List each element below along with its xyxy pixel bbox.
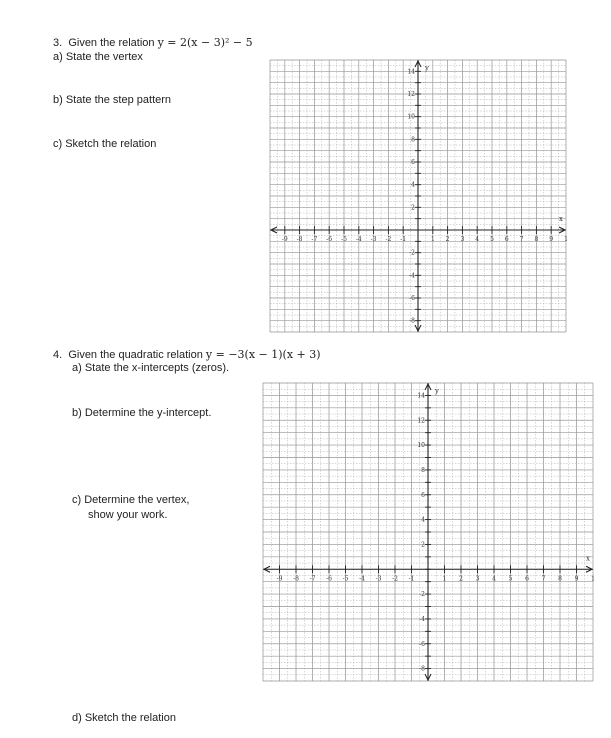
x-tick-label: 2	[459, 575, 463, 583]
x-tick-label: 5	[490, 236, 494, 243]
y-tick-label: 8	[411, 136, 415, 144]
x-tick-label: 9	[549, 236, 554, 243]
x-tick-label: -1	[400, 236, 407, 243]
y-tick-label: 12	[407, 91, 415, 98]
x-tick-label: 1	[430, 236, 435, 243]
y-tick-label: 10	[417, 442, 425, 450]
x-tick-label: 4	[492, 575, 496, 583]
x-tick-label: -2	[385, 236, 392, 243]
x-tick-label: -4	[359, 575, 365, 583]
x-tick-label: 2	[445, 236, 450, 243]
x-tick-label: 1	[442, 575, 447, 583]
y-tick-label: -4	[409, 272, 415, 280]
x-axis-label: x	[586, 554, 590, 563]
x-tick-label: -5	[341, 236, 347, 243]
x-axis-label: x	[559, 215, 563, 223]
x-tick-label: -8	[296, 236, 303, 243]
x-tick-label: 4	[475, 236, 480, 243]
q3-part-c: c) Sketch the relation	[53, 138, 157, 150]
q3-equation: y = 2(x − 3)² − 5	[157, 36, 253, 49]
x-tick-label: -1	[408, 575, 415, 583]
x-tick-label: -7	[309, 575, 316, 583]
y-tick-label: 4	[411, 181, 415, 189]
x-tick-label: 7	[541, 575, 546, 583]
y-tick-label: -6	[409, 295, 415, 302]
x-tick-label: -6	[326, 236, 333, 243]
q4-equation: y = −3(x − 1)(x + 3)	[205, 348, 321, 361]
x-tick-label: 1	[591, 575, 595, 583]
x-tick-label: 3	[475, 575, 480, 583]
x-tick-label: 3	[460, 236, 465, 243]
q3-coordinate-grid	[270, 60, 566, 332]
x-tick-label: -5	[342, 575, 349, 583]
q4-prompt: Given the quadratic relation	[68, 349, 206, 361]
q3-number: 3.	[53, 37, 63, 49]
y-axis-label: y	[435, 387, 439, 395]
x-tick-label: -8	[293, 575, 299, 583]
x-tick-label: -3	[370, 236, 377, 243]
y-tick-label: -8	[419, 665, 425, 673]
y-tick-label: -2	[409, 249, 415, 257]
y-tick-label: -2	[419, 591, 425, 599]
x-tick-label: 8	[534, 236, 539, 243]
x-tick-label: -2	[392, 575, 398, 583]
y-tick-label: 4	[421, 516, 425, 524]
x-tick-label: 5	[508, 575, 513, 583]
q3-prompt-line	[53, 36, 253, 50]
y-tick-label: 14	[407, 68, 415, 76]
y-tick-label: -6	[419, 640, 425, 648]
q4-prompt-line	[53, 348, 321, 362]
x-tick-label: -6	[326, 575, 332, 583]
q3-part-b: b) State the step pattern	[53, 94, 172, 106]
y-axis-label: y	[425, 64, 429, 72]
x-tick-label: -4	[355, 236, 362, 243]
q4-part-b: b) Determine the y-intercept.	[72, 407, 212, 419]
x-tick-label: 8	[558, 575, 562, 583]
y-tick-label: -4	[419, 615, 425, 623]
x-tick-label: -9	[281, 236, 288, 243]
x-tick-label: 9	[574, 575, 579, 583]
y-tick-label: 10	[407, 113, 415, 121]
x-tick-label: 7	[519, 236, 524, 243]
y-tick-label: 12	[417, 417, 425, 425]
x-tick-label: -9	[276, 575, 283, 583]
x-tick-label: 6	[504, 236, 509, 243]
x-tick-label: -3	[375, 575, 382, 583]
q4-coordinate-grid	[263, 383, 593, 681]
y-tick-label: 2	[411, 204, 415, 212]
q4-part-c-line1: c) Determine the vertex,	[72, 494, 190, 506]
grid-svg	[263, 383, 593, 681]
grid-svg	[270, 60, 566, 332]
q4-part-a: a) State the x-intercepts (zeros).	[72, 362, 230, 374]
q4-part-d: d) Sketch the relation	[72, 712, 176, 724]
x-tick-label: -7	[311, 236, 318, 243]
q4-part-c-line2: show your work.	[88, 509, 168, 521]
x-tick-label: 1	[564, 236, 568, 243]
y-tick-label: 8	[421, 466, 425, 474]
y-tick-label: 14	[417, 392, 425, 400]
y-tick-label: 6	[411, 159, 415, 166]
y-tick-label: 6	[421, 491, 425, 499]
y-tick-label: 2	[421, 541, 425, 549]
x-tick-label: 6	[525, 575, 529, 583]
y-tick-label: -8	[409, 317, 415, 325]
q4-number: 4.	[53, 349, 63, 361]
q3-part-a: a) State the vertex	[53, 51, 143, 63]
q3-prompt: Given the relation	[68, 37, 158, 49]
